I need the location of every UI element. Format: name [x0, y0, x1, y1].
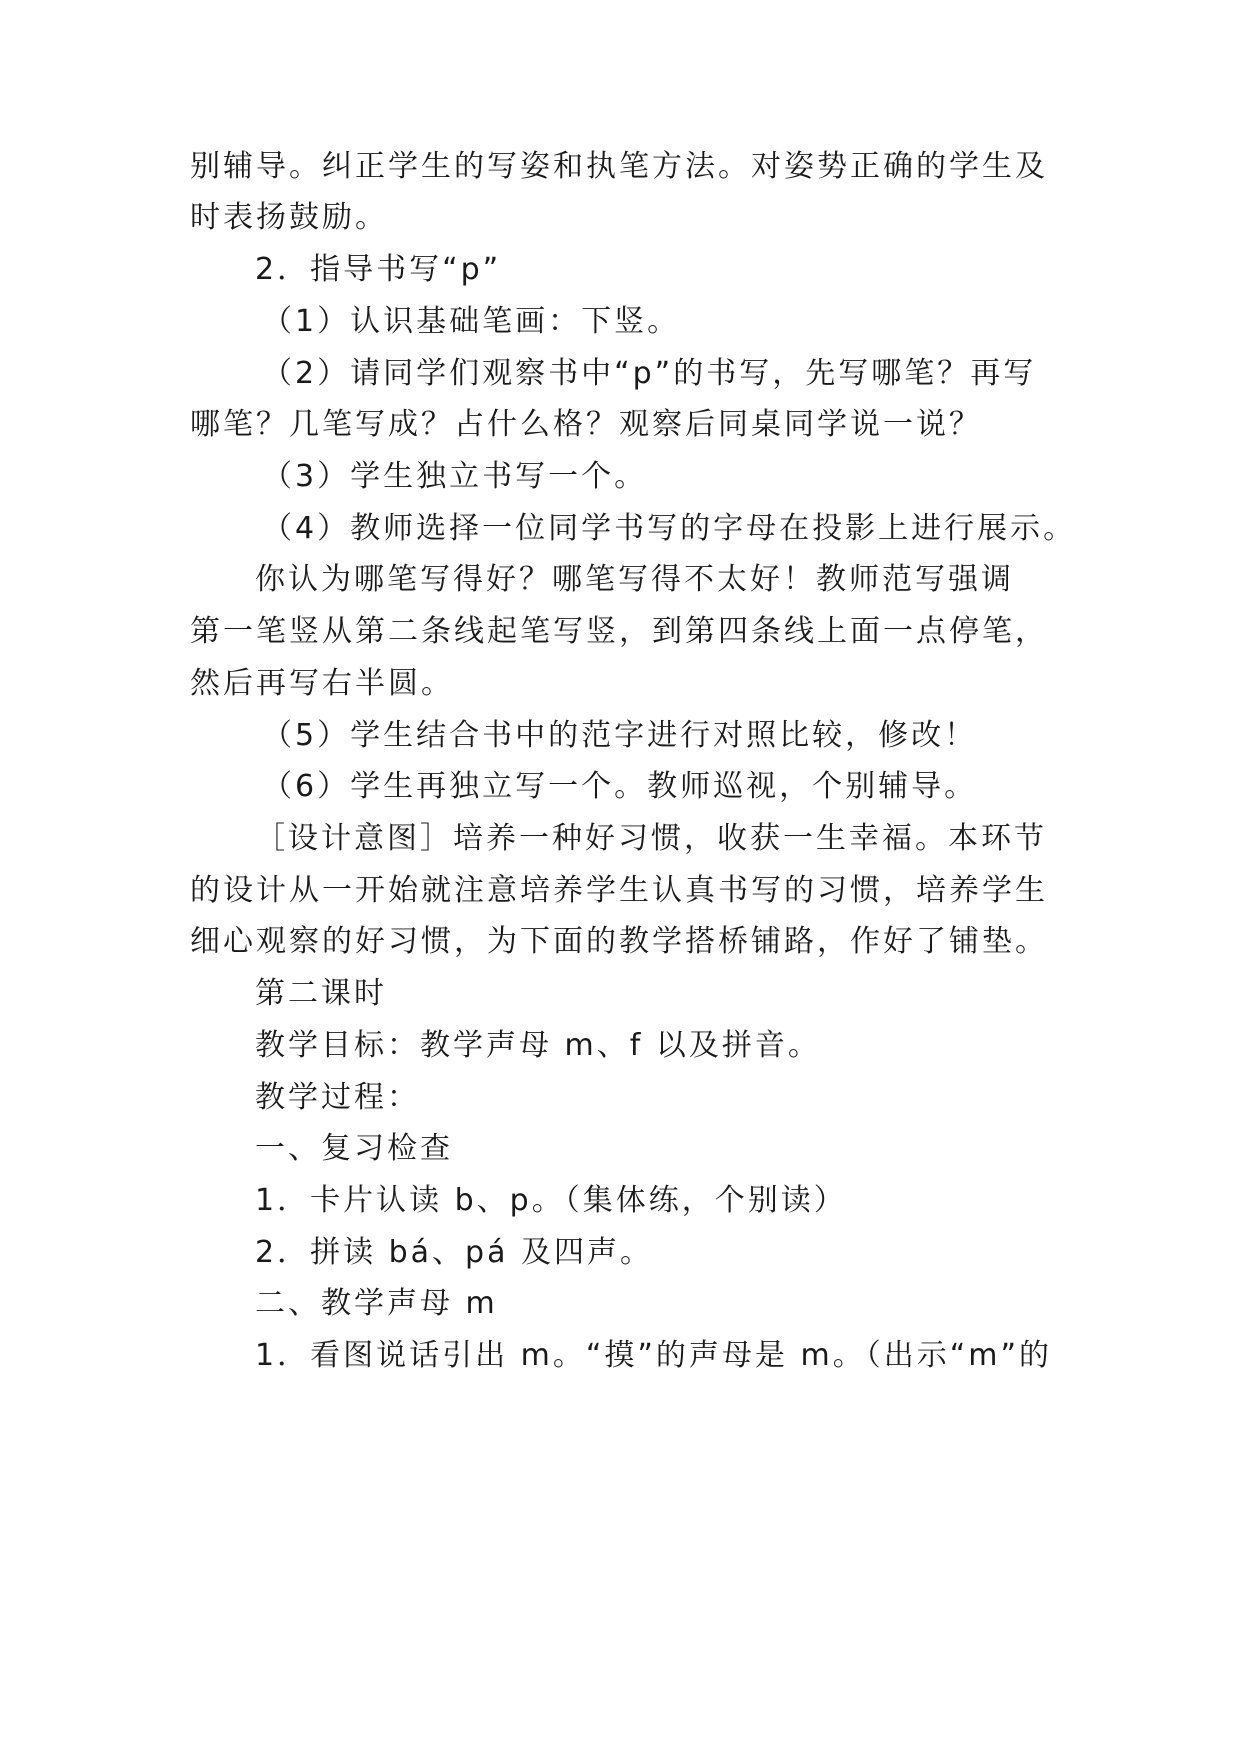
text-line-24: 1．看图说话引出 m。“摸”的声母是 m。（出示“m”的 [255, 1338, 1052, 1373]
text-line-22: 2．拼读 bá、pá 及四声。 [255, 1235, 654, 1270]
text-line-1: 别辅导。纠正学生的写姿和执笔方法。对姿势正确的学生及 [190, 149, 1048, 184]
text-line-18: 教学目标：教学声母 m、f 以及拼音。 [255, 1028, 821, 1063]
text-line-5: （2）请同学们观察书中“p”的书写，先写哪笔？再写 [262, 356, 1037, 391]
text-line-2: 时表扬鼓励。 [190, 200, 388, 235]
text-line-7: （3）学生独立书写一个。 [262, 459, 648, 494]
text-line-15: 的设计从一开始就注意培养学生认真书写的习惯，培养学生 [190, 873, 1048, 908]
text-line-9: 你认为哪笔写得好？哪笔写得不太好！教师范写强调 [255, 562, 1014, 597]
text-line-23: 二、教学声母 m [255, 1286, 498, 1321]
text-line-21: 1．卡片认读 b、p。（集体练，个别读） [255, 1183, 847, 1218]
text-line-17: 第二课时 [255, 976, 387, 1011]
text-line-19: 教学过程： [255, 1080, 420, 1115]
text-line-12: （5）学生结合书中的范字进行对照比较，修改！ [262, 718, 978, 753]
text-line-4: （1）认识基础笔画：下竖。 [262, 304, 681, 339]
text-line-8: （4）教师选择一位同学书写的字母在投影上进行展示。 [262, 511, 1077, 546]
text-line-10: 第一笔竖从第二条线起笔写竖，到第四条线上面一点停笔， [190, 614, 1048, 649]
text-line-6: 哪笔？几笔写成？占什么格？观察后同桌同学说一说？ [190, 407, 982, 442]
text-line-20: 一、复习检查 [255, 1131, 453, 1166]
text-line-14: ［设计意图］培养一种好习惯，收获一生幸福。本环节 [255, 821, 1047, 856]
text-line-11: 然后再写右半圆。 [190, 666, 454, 701]
text-line-16: 细心观察的好习惯，为下面的教学搭桥铺路，作好了铺垫。 [190, 924, 1048, 959]
text-line-13: （6）学生再独立写一个。教师巡视，个别辅导。 [262, 769, 978, 804]
text-line-3: 2．指导书写“p” [255, 252, 502, 287]
